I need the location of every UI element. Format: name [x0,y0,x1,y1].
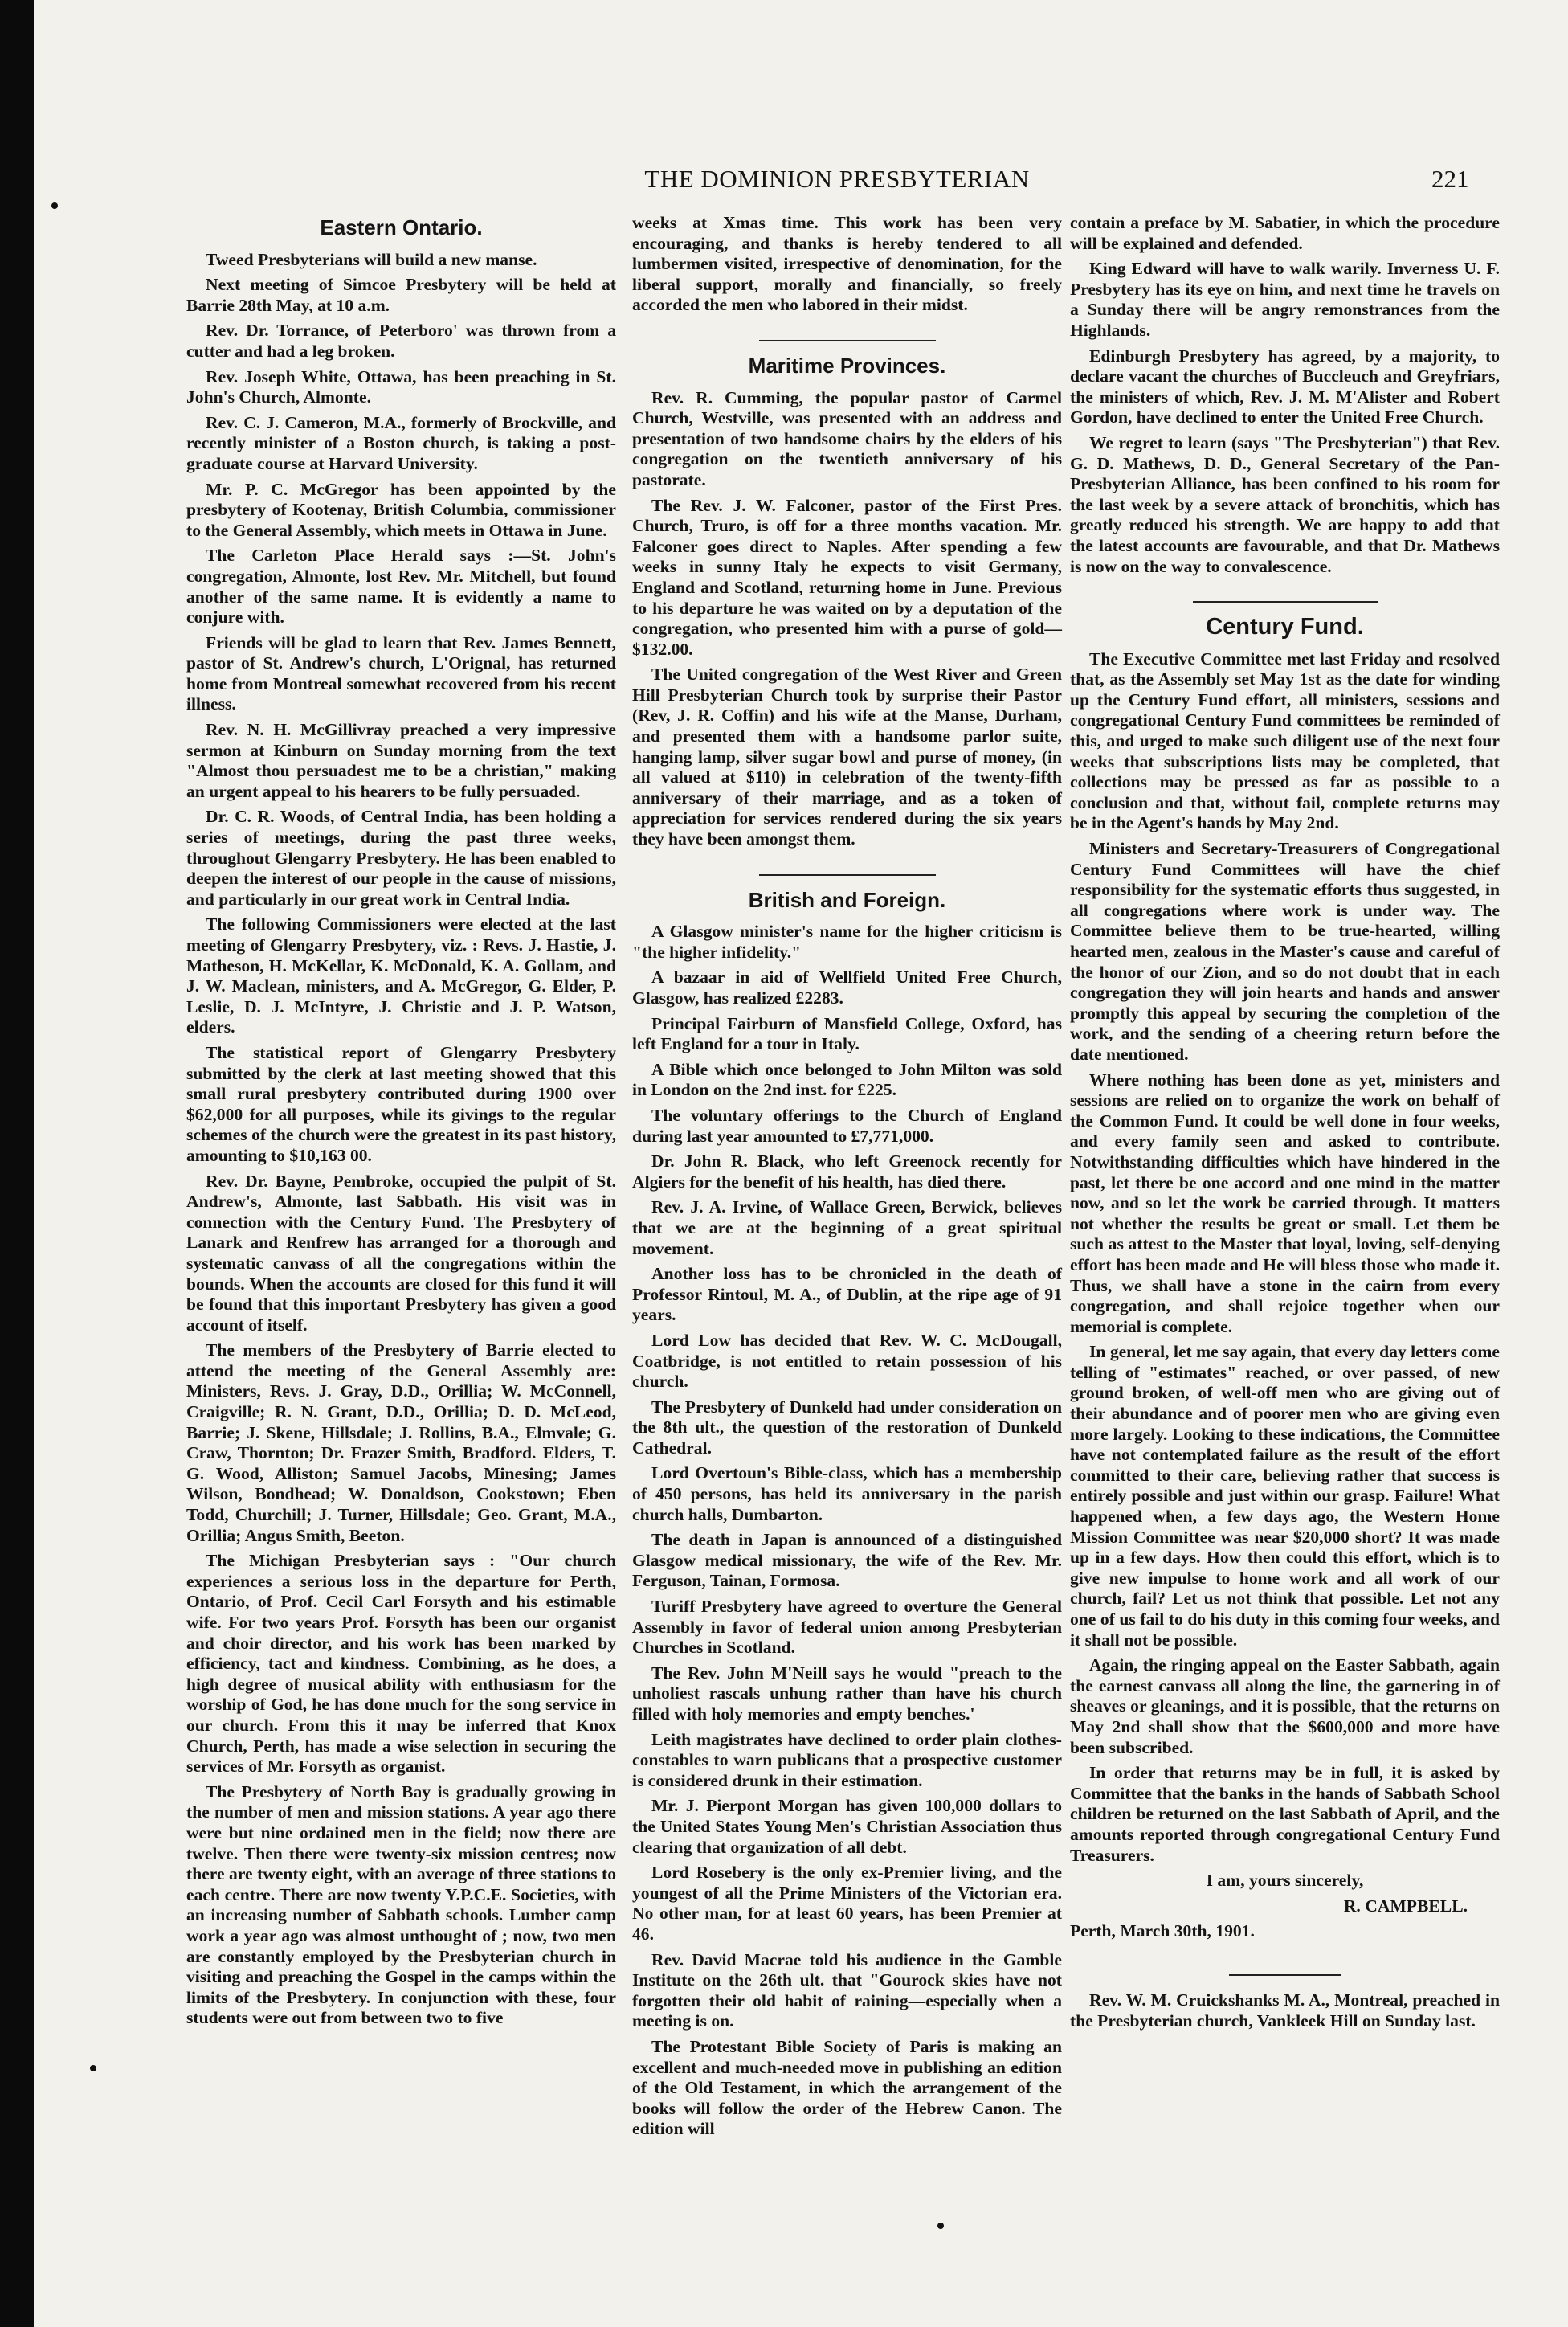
article-paragraph: The Carleton Place Herald says :—St. John's congregation, Almonte, lost Rev. Mr. Mitchell, but found another of the same name. It is evidently a name to conjure with. [186,546,616,628]
article-paragraph: The Executive Committee met last Friday and resolved that, as the Assembly set May 1st as the date for winding up the Century Fund effort, all ministers, sessions and congregational Century Fund committees be reminded of this, and urged to make such diligent use of the next four weeks that subscriptions lists may be completed, that collections may be pressed as far as possible to a conclusion and that, without fail, complete returns may be in the Agent's hands by May 2nd. [1070,648,1500,833]
article-paragraph: King Edward will have to walk warily. Inverness U. F. Presbytery has its eye on him, and next time he travels on a Sunday there will be angry remonstrances from the Highlands. [1070,259,1500,340]
article-paragraph: Lord Low has decided that Rev. W. C. McDougall, Coatbridge, is not entitled to retain possession of his church. [632,1330,1062,1392]
article-paragraph: We regret to learn (says "The Presbyterian") that Rev. G. D. Mathews, D. D., General Secretary of the Pan-Presbyterian Alliance, has been confined to his room for the last week by a severe attack of bronchitis, which has greatly reduced his strength. We are happy to add that the latest accounts are favourable, and that Dr. Mathews is now on the way to convalescence. [1070,432,1500,576]
article-paragraph: Leith magistrates have declined to order plain clothes-constables to warn publicans that a prospective customer is considered drunk in their estimation. [632,1729,1062,1790]
column-3 [1070,213,1500,2036]
scan-speck [51,202,58,209]
article-paragraph: The statistical report of Glengarry Presbytery submitted by the clerk at last meeting showed that this small rural presbytery contributed during 1900 over $62,000 for all purposes, while its givings to the regular schemes of the church were the greatest in its past history, amounting to $10,163 00. [186,1042,616,1165]
article-paragraph: Lord Overtoun's Bible-class, which has a membership of 450 persons, has held its anniversary in the parish church halls, Dumbarton. [632,1463,1062,1524]
section-heading-british-and-foreign: British and Foreign. [748,887,946,912]
article-paragraph: Turiff Presbytery have agreed to overture the General Assembly in favor of federal union among Presbyterian Churches in Scotland. [632,1597,1062,1658]
article-paragraph: Friends will be glad to learn that Rev. James Bennett, pastor of St. Andrew's church, L'Orignal, has returned home from Montreal somewhat recovered from his recent illness. [186,632,616,714]
article-paragraph: Mr. P. C. McGregor has been appointed by the presbytery of Kootenay, British Columbia, commissioner to the General Assembly, which meets in Ottawa in June. [186,479,616,540]
article-paragraph: The death in Japan is announced of a distinguished Glasgow medical missionary, the wife of the Rev. Mr. Ferguson, Tainan, Formosa. [632,1530,1062,1591]
article-continuation: weeks at Xmas time. This work has been very encouraging, and thanks is hereby tendered to all lumbermen visited, irrespective of denomination, for the liberal support, morally and financially, so freely accorded the men who labored in their midst. [632,213,1062,315]
article-paragraph: A Bible which once belonged to John Milton was sold in London on the 2nd inst. for £225. [632,1059,1062,1100]
article-paragraph: Dr. John R. Black, who left Greenock recently for Algiers for the benefit of his health, has died there. [632,1151,1062,1192]
letter-dateline: Perth, March 30th, 1901. [1070,1921,1255,1941]
article-paragraph: The United congregation of the West River and Green Hill Presbyterian Church took by surprise their Pastor (Rev, J. R. Coffin) and his wife at the Manse, Durham, and presented them with a handsome parlor suite, hanging lamp, silver sugar bowl and purse of money, (in all valued at $110) in celebration of the twenty-fifth anniversary of their marriage, and as a token of appreciation for services rendered during the six years they have been amongst them. [632,665,1062,849]
article-paragraph: Rev. David Macrae told his audience in the Gamble Institute on the 26th ult. that "Gourock skies have not forgotten their old habit of raining—especially when a meeting is on. [632,1949,1062,2031]
article-paragraph: The Presbytery of Dunkeld had under consideration on the 8th ult., the question of the restoration of Dunkeld Cathedral. [632,1397,1062,1458]
article-paragraph: Mr. J. Pierpont Morgan has given 100,000 dollars to the United States Young Men's Christian Association thus clearing that organization of all debt. [632,1796,1062,1857]
scan-speck [937,2223,944,2229]
article-paragraph: Again, the ringing appeal on the Easter Sabbath, again the earnest canvass all along the line, the garnering in of sheaves or gleanings, and it is possible, that the returns on May 2nd shall show that the $600,000 and more have been subscribed. [1070,1655,1500,1757]
article-paragraph: In general, let me say again, that every day letters come telling of "estimates" reached, or over passed, of new ground broken, of well-off men who are giving out of their abundance and of poorer men who are giving even more largely. Looking to these indications, the Committee have not contemplated failure as the result of the effort committed to their care, believing rather that success is entirely possible and just within our grasp. Failure! What happened when, a few days ago, the Western Home Mission Committee was near $20,000 short? It was made up in a few days. How then could this effort, which is to give new impulse to home work and all work of our church, fail? Let us not think that possible. Let not any one of us fail to do his duty in this coming four weeks, and it shall not be possible. [1070,1342,1500,1650]
article-paragraph: The members of the Presbytery of Barrie elected to attend the meeting of the General Assembly are: Ministers, Revs. J. Gray, D.D., Orillia; W. McConnell, Craigville; R. N. Grant, D.D., Orillia; D. D. McLeod, Barrie; J. Skene, Hillsdale; J. Rollins, B.A., Elmvale; G. Craw, Thornton; Dr. Frazer Smith, Bradford. Elders, T. G. Wood, Alliston; Samuel Jacobs, Minesing; James Wilson, Bondhead; W. Donaldson, Cookstown; Eben Todd, Churchill; J. Turner, Hillsdale; Geo. Grant, M.A., Orillia; Angus Smith, Beeton. [186,1340,616,1545]
section-divider [759,874,936,876]
article-paragraph: Another loss has to be chronicled in the death of Professor Rintoul, M. A., of Dublin, at the ripe age of 91 years. [632,1264,1062,1325]
article-paragraph: Where nothing has been done as yet, ministers and sessions are relied on to organize the work on behalf of the Common Fund. It could be well done in four weeks, and every family seen and asked to contribute. Notwithstanding difficulties which have hindered in the past, let there be one accord and one mind in the matter now, and so let the work be carried through. It matters not whether the results be great or small. Let them be such as attest to the Master that loyal, loving, self-denying effort has been made and He will bless those who made it. Thus, we shall have a stone in the cairn from every congregation, and shall rejoice together when our memorial is complete. [1070,1069,1500,1336]
article-paragraph: Rev. W. M. Cruickshanks M. A., Montreal, preached in the Presbyterian church, Vankleek Hill on Sunday last. [1070,1990,1500,2031]
article-paragraph: The voluntary offerings to the Church of England during last year amounted to £7,771,000. [632,1105,1062,1146]
page-number: 221 [1431,165,1469,193]
newspaper-page [34,0,1568,2327]
article-paragraph: Next meeting of Simcoe Presbytery will be held at Barrie 28th May, at 10 a.m. [186,275,616,315]
article-paragraph: Rev. Dr. Bayne, Pembroke, occupied the pulpit of St. Andrew's, Almonte, last Sabbath. His visit was in connection with the Century Fund. The Presbytery of Lanark and Renfrew has arranged for a thorough and systematic canvass of all the congregations within the bounds. When the accounts are closed for this fund it will be found that this important Presbytery has given a good account of itself. [186,1171,616,1335]
article-paragraph: Rev. C. J. Cameron, M.A., formerly of Brockville, and recently minister of a Boston church, is taking a post-graduate course at Harvard University. [186,412,616,473]
article-paragraph: Dr. C. R. Woods, of Central India, has been holding a series of meetings, during the past three weeks, throughout Glengarry Presbytery. He has been enabled to deepen the interest of our people in the cause of missions, and particularly in our great work in Central India. [186,807,616,909]
article-paragraph: Principal Fairburn of Mansfield College, Oxford, has left England for a tour in Italy. [632,1013,1062,1054]
letter-signature: R. CAMPBELL. [1343,1896,1468,1916]
article-paragraph: Tweed Presbyterians will build a new manse. [206,249,537,269]
article-paragraph: The Rev. John M'Neill says he would "preach to the unholiest rascals unhung rather than have his church filled with holy memories and empty benches.' [632,1662,1062,1724]
article-paragraph: Rev. J. A. Irvine, of Wallace Green, Berwick, believes that we are at the beginning of a great spiritual movement. [632,1197,1062,1258]
column-1 [186,213,616,2034]
column-2 [632,213,1062,2145]
section-heading-eastern-ontario: Eastern Ontario. [320,215,483,239]
article-paragraph: Lord Rosebery is the only ex-Premier living, and the youngest of all the Prime Ministers of the Victorian era. No other man, for at least 60 years, has been Premier at 46. [632,1863,1062,1944]
article-paragraph: The Michigan Presbyterian says : "Our church experiences a serious loss in the departure for Perth, Ontario, of Prof. Cecil Carl Forsyth and his estimable wife. For two years Prof. Forsyth has been our organist and choir director, and his work has been marked by efficiency, tact and kindness. Combining, as he does, a high degree of musical ability with enthusiasm for the worship of God, he has done much for the song service in our church. From this it may be inferred that Knox Church, Perth, has made a wise selection in securing the services of Mr. Forsyth as organist. [186,1551,616,1777]
section-divider [1229,1974,1341,1976]
article-paragraph: The Protestant Bible Society of Paris is making an excellent and much-needed move in publishing an edition of the Old Testament, in which the arrangement of the books will follow the order of the Hebrew Canon. The edition will [632,2036,1062,2139]
article-paragraph: A Glasgow minister's name for the higher criticism is "the higher infidelity." [632,922,1062,962]
section-divider [1193,601,1378,603]
section-heading-maritime-provinces: Maritime Provinces. [748,353,946,378]
article-paragraph: The Presbytery of North Bay is gradually growing in the number of men and mission stations. A year ago there were but nine ordained men in the field; now there are twelve. Then there were twenty-six mission centres; now there are twenty eight, with an average of three stations to each centre. There are now twenty Y.P.C.E. Societies, with an increasing number of Sabbath schools. Lumber camp work a year ago was almost unthought of ; now, two men are constantly employed by the Presbyterian church in visiting and preaching the Gospel in the camps within the limits of the Presbytery. In conjunction with these, four students were out from between two to five [186,1781,616,2028]
scan-speck [90,2065,96,2071]
article-paragraph: Rev. Joseph White, Ottawa, has been preaching in St. John's Church, Almonte. [186,366,616,407]
article-paragraph: Rev. R. Cumming, the popular pastor of Carmel Church, Westville, was presented with an address and presentation of two handsome chairs by the elders of his congregation on the twentieth anniversary of his pastorate. [632,387,1062,489]
article-paragraph: The Rev. J. W. Falconer, pastor of the First Pres. Church, Truro, is off for a three months vacation. Mr. Falconer goes direct to Naples. After spending a few weeks in sunny Italy he expects to visit Germany, England and Scotland, returning home in June. Previous to his departure he was waited on by a deputation of the congregation, who presented him with a purse of gold—$132.00. [632,495,1062,659]
article-paragraph: Rev. Dr. Torrance, of Peterboro' was thrown from a cutter and had a leg broken. [186,321,616,361]
letter-closing: I am, yours sincerely, [1206,1871,1364,1891]
article-paragraph: In order that returns may be in full, it is asked by Committee that the banks in the hands of Sabbath School children be returned on the last Sabbath of April, and the amounts reported through congregational Century Fund Treasurers. [1070,1763,1500,1865]
article-paragraph: The following Commissioners were elected at the last meeting of Glengarry Presbytery, viz. : Revs. J. Hastie, J. Matheson, H. McKellar, K. McDonald, K. A. Gollam, and J. W. Maclean, ministers, and A. McGregor, G. Elder, P. Leslie, D. J. McIntyre, J. Christie and J. P. Watson, elders. [186,914,616,1037]
article-paragraph: Rev. N. H. McGillivray preached a very impressive sermon at Kinburn on Sunday morning from the text "Almost thou persuadest me to be a christian," making an urgent appeal to his hearers to be fully persuaded. [186,720,616,801]
article-paragraph: Ministers and Secretary-Treasurers of Congregational Century Fund Committees will have the chief responsibility for the systematic efforts thus suggested, in all congregations where work is under way. The Committee believe them to be true-hearted, willing hearted men, zealous in the Master's cause and careful of the honor of our Zion, and so do not doubt that in each congregation they will join hearts and hands and answer promptly this appeal by securing the completion of the work, and the sending of a cheering return before the date mentioned. [1070,839,1500,1064]
article-continuation: contain a preface by M. Sabatier, in which the procedure will be explained and defended. [1070,213,1500,253]
article-paragraph: A bazaar in aid of Wellfield United Free Church, Glasgow, has realized £2283. [632,967,1062,1008]
masthead-title: THE DOMINION PRESBYTERIAN [644,165,1030,193]
section-heading-century-fund: Century Fund. [1206,614,1364,640]
article-paragraph: Edinburgh Presbytery has agreed, by a majority, to declare vacant the churches of Buccleuch and Greyfriars, the ministers of which, Rev. J. M. M'Alister and Robert Gordon, have declined to enter the United Free Church. [1070,346,1500,427]
section-divider [759,340,936,341]
